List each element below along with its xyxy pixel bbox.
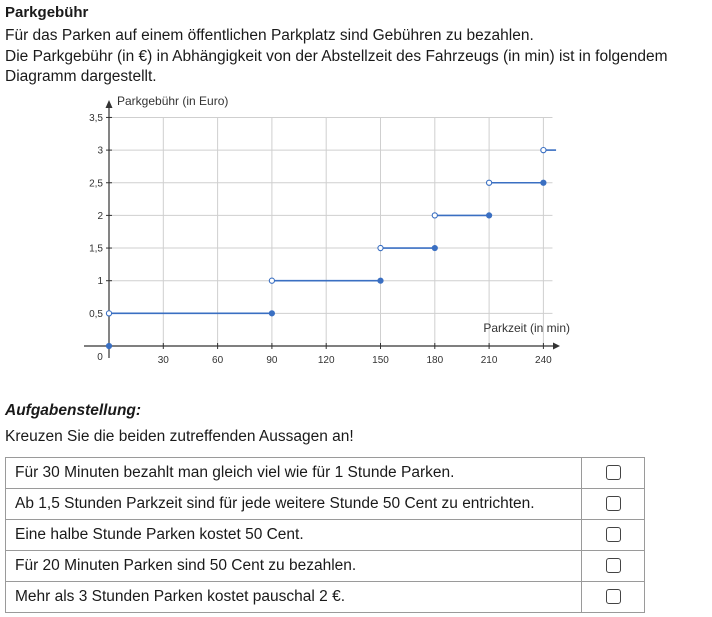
intro-line: Für das Parken auf einem öffentlichen Parkplatz sind Gebühren zu bezahlen.: [5, 27, 534, 44]
statement-row: [6, 582, 645, 613]
statement-checkbox-cell[interactable]: [582, 489, 645, 520]
task-heading: Aufgabenstellung:: [5, 402, 142, 419]
statement-text: Ab 1,5 Stunden Parkzeit sind für jede weitere Stunde 50 Cent zu entrichten.: [6, 489, 582, 520]
statement-row: [6, 489, 645, 520]
task-instruction: Kreuzen Sie die beiden zutreffenden Aussagen an!: [5, 428, 354, 445]
statements-table: [5, 457, 645, 613]
x-tick-label: 180: [426, 355, 444, 366]
open-point: [487, 180, 492, 185]
x-tick-label: 60: [212, 355, 224, 366]
closed-point: [541, 180, 547, 186]
parking-fee-step-chart: [0, 90, 600, 370]
statement-row: [6, 458, 645, 489]
y-tick-label: 3: [97, 145, 103, 157]
closed-point: [106, 343, 112, 349]
statement-text: Für 30 Minuten bezahlt man gleich viel wie für 1 Stunde Parken.: [6, 458, 582, 489]
statement-text: Eine halbe Stunde Parken kostet 50 Cent.: [6, 520, 582, 551]
statement-checkbox-cell[interactable]: [582, 582, 645, 613]
y-tick-label: 1: [97, 276, 103, 288]
statement-checkbox[interactable]: [606, 465, 621, 480]
x-tick-label: 150: [372, 355, 389, 366]
closed-point: [486, 213, 492, 219]
closed-point: [269, 311, 275, 317]
origin-label: 0: [97, 352, 103, 363]
statement-checkbox-cell[interactable]: [582, 458, 645, 489]
statement-checkbox[interactable]: [606, 496, 621, 511]
intro-text: [5, 26, 712, 88]
x-axis-label: Parkzeit (in min): [483, 321, 570, 335]
x-tick-label: 120: [317, 355, 335, 366]
statement-checkbox[interactable]: [606, 589, 621, 604]
intro-line: Die Parkgebühr (in €) in Abhängigkeit von der Abstellzeit des Fahrzeugs (in min) ist in folgendem: [5, 47, 668, 65]
y-tick-label: 0,5: [89, 308, 103, 320]
open-point: [106, 311, 111, 316]
statement-row: [6, 551, 645, 582]
intro-line: Diagramm dargestellt.: [5, 68, 157, 85]
y-tick-label: 2,5: [89, 178, 103, 190]
statement-checkbox-cell[interactable]: [582, 551, 645, 582]
closed-point: [378, 278, 384, 284]
y-tick-label: 2: [97, 210, 103, 222]
open-point: [432, 213, 437, 218]
statement-checkbox[interactable]: [606, 558, 621, 573]
y-axis-arrow: [106, 100, 113, 108]
open-point: [541, 148, 546, 153]
x-tick-label: 240: [535, 355, 552, 366]
statement-row: [6, 520, 645, 551]
x-axis-arrow: [553, 343, 560, 350]
y-tick-label: 3,5: [89, 112, 103, 124]
x-tick-label: 90: [266, 355, 278, 366]
open-point: [378, 245, 383, 250]
open-point: [269, 278, 274, 283]
closed-point: [432, 245, 438, 251]
statement-text: Mehr als 3 Stunden Parken kostet pauschal 2 €.: [6, 582, 582, 613]
y-tick-label: 1,5: [89, 243, 103, 255]
x-tick-label: 210: [480, 355, 498, 366]
x-tick-label: 30: [157, 355, 169, 366]
task-title: Parkgebühr: [5, 4, 89, 21]
statement-checkbox[interactable]: [606, 527, 621, 542]
statement-checkbox-cell[interactable]: [582, 520, 645, 551]
y-axis-label: Parkgebühr (in Euro): [117, 94, 229, 108]
statement-text: Für 20 Minuten Parken sind 50 Cent zu bezahlen.: [6, 551, 582, 582]
